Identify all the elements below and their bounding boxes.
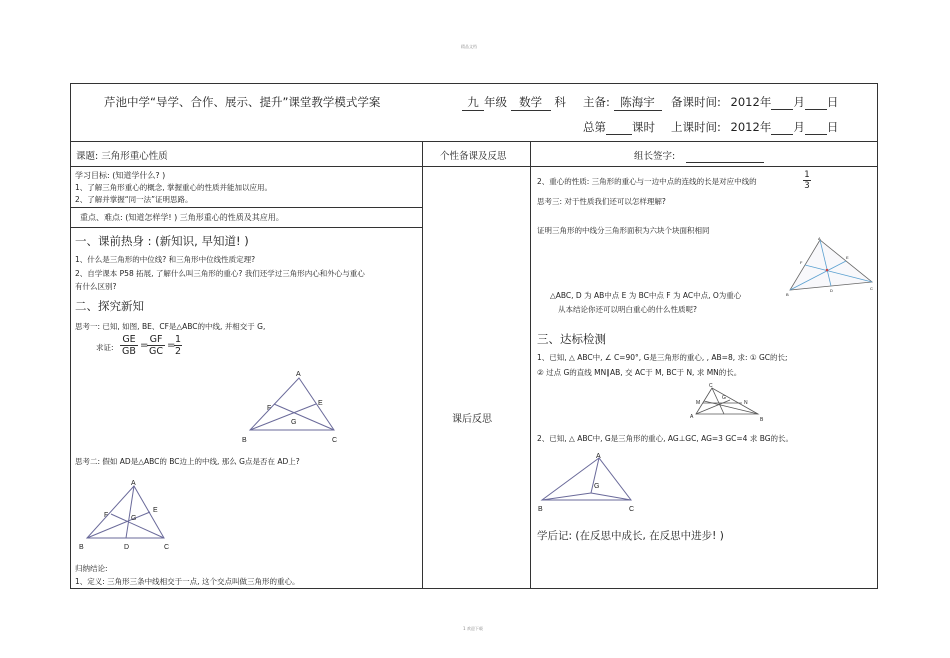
figure-three-medians	[74, 476, 184, 554]
prep-month-unit: 月	[793, 95, 805, 109]
label-g: G	[131, 515, 137, 522]
triangle-setup: △ABC, D 为 AB中点 E 为 BC中点 F 为 AC中点, O为重心	[550, 291, 742, 300]
personal-prep-heading: 个性备课及反思	[440, 151, 507, 162]
leader-sign-label: 组长签字:	[634, 151, 676, 162]
figure-right-triangle-mn	[686, 378, 776, 426]
subject-value: 数学	[511, 94, 551, 111]
label-b: B	[760, 417, 764, 423]
label-g: G	[594, 483, 600, 490]
centroid-property: 2、重心的性质: 三角形的重心与一边中点的连线的长是对应中线的	[537, 177, 757, 186]
goals-title: 学习目标: (知道学什么? )	[75, 171, 166, 180]
label-b: B	[79, 544, 84, 551]
exercise-2: 2、已知, △ ABC中, G是三角形的重心, AG⊥GC, AG=3 GC=4 求 BG的长。	[537, 434, 794, 443]
label-c: C	[629, 506, 635, 513]
conclusion-question: 从本结论你还可以明白重心的什么性质呢?	[558, 305, 697, 314]
fraction-numerator: GF	[149, 334, 163, 345]
label-a: A	[596, 453, 601, 460]
prep-time-label: 备课时间:	[671, 95, 721, 109]
proof-area-statement: 证明三角形的中线分三角形面积为六块个块面积相同	[537, 226, 710, 235]
label-b: B	[786, 292, 789, 297]
class-time	[671, 119, 838, 135]
total-label: 总第	[583, 120, 606, 134]
label-a: A	[296, 371, 301, 378]
fraction-denominator: GB	[120, 345, 138, 357]
fraction-denominator: 3	[804, 181, 810, 191]
exercise-1-line2: ② 过点 G的直线 MN∥AB, 交 AC于 M, BC于 N, 求 MN的长。	[537, 368, 742, 377]
prep-year-unit: 年	[759, 95, 772, 109]
figure-ag-perpendicular-gc	[536, 450, 640, 514]
lesson-topic: 课题: 三角形重心性质	[76, 151, 168, 162]
class-year-unit: 年	[759, 120, 772, 134]
figure-medians-be-cf	[236, 366, 346, 446]
label-c: C	[709, 383, 713, 389]
label-a: A	[818, 236, 821, 241]
label-f: F	[800, 260, 803, 265]
fraction-denominator: GC	[149, 346, 163, 357]
label-d: D	[830, 288, 833, 293]
label-f: F	[267, 405, 272, 412]
total-lessons	[583, 119, 655, 135]
preparer-label: 主备:	[583, 95, 610, 109]
label-c: C	[164, 544, 170, 551]
section-warmup-title: 一、课前热身 : (新知识, 早知道! )	[75, 234, 249, 248]
lesson-unit: 课时	[632, 120, 655, 134]
class-time-label: 上课时间:	[671, 120, 721, 134]
label-a: A	[690, 414, 694, 420]
figure-centroid-o	[786, 234, 876, 298]
grade-subject	[462, 94, 566, 111]
class-year: 2012	[730, 120, 760, 134]
prep-day-unit: 日	[826, 95, 839, 109]
fraction-numerator: 1	[804, 170, 810, 180]
fraction-denominator: 2	[174, 346, 182, 357]
label-f: F	[104, 512, 109, 519]
preparer	[583, 94, 662, 111]
grade-suffix: 年级	[484, 95, 507, 109]
label-d: D	[124, 544, 130, 551]
label-e: E	[153, 507, 158, 514]
prep-time	[671, 94, 838, 110]
goal-2: 2、了解并掌握“同一法”证明思路。	[75, 195, 193, 204]
fraction-one-third	[803, 170, 811, 191]
page-header-mark: 精品文档	[461, 44, 477, 49]
prep-year: 2012	[730, 95, 760, 109]
goal-1: 1、了解三角形重心的概念, 掌握重心的性质并能加以应用。	[75, 183, 273, 192]
section-test-title: 三、达标检测	[537, 332, 606, 346]
label-g: G	[291, 419, 297, 426]
subject-suffix: 科	[554, 95, 566, 109]
preparer-name: 陈海宇	[614, 94, 662, 111]
prove-label: 求证:	[96, 343, 114, 352]
key-points-label: 重点、难点: (知道怎样学! )	[80, 213, 178, 222]
think-two: 思考二: 假如 AD是△ABC的 BC边上的中线, 那么 G点是否在 AD上?	[75, 457, 300, 466]
warmup-q1: 1、什么是三角形的中位线? 和三角形中位线性质定理?	[75, 255, 256, 264]
label-g: G	[722, 395, 726, 401]
label-e: E	[846, 255, 849, 260]
label-m: M	[696, 400, 701, 406]
warmup-q2-line1: 2、自学课本 P58 拓展, 了解什么叫三角形的重心? 我们还学过三角形内心和外心与重心	[75, 269, 365, 278]
label-a: A	[131, 480, 136, 487]
label-b: B	[242, 437, 247, 444]
fraction-numerator: 1	[174, 334, 182, 345]
think-one: 思考一: 已知, 如图, BE、CF是△ABC的中线, 并相交于 G,	[75, 322, 266, 331]
leader-sign	[634, 148, 764, 163]
after-study-notes: 学后记: (在反思中成长, 在反思中进步! )	[537, 530, 724, 542]
warmup-q2-line2: 有什么区别?	[75, 282, 117, 291]
after-class-reflection: 课后反思	[452, 414, 492, 425]
label-n: N	[744, 400, 748, 406]
class-month-unit: 月	[793, 120, 805, 134]
fraction-numerator: GE	[122, 334, 136, 345]
class-day-unit: 日	[826, 120, 839, 134]
page-footer-mark: 1 欢迎下载	[463, 626, 483, 631]
label-c: C	[332, 437, 338, 444]
think-three: 思考三: 对于性质我们还可以怎样理解?	[537, 197, 666, 206]
section-explore-title: 二、探究新知	[75, 299, 144, 313]
conclusion-title: 归纳结论:	[75, 564, 108, 573]
fraction-gf-gc	[147, 334, 165, 357]
label-b: B	[538, 506, 543, 513]
label-e: E	[318, 400, 323, 407]
fraction-ge-gb	[120, 334, 138, 357]
key-points	[80, 212, 284, 223]
fraction-one-half	[174, 334, 182, 357]
label-c: C	[870, 286, 873, 291]
exercise-1-line1: 1、已知, △ ABC中, ∠ C=90°, G是三角形的重心, , AB=8, 求: ① GC的长;	[537, 353, 788, 362]
school-title: 芹池中学“导学、合作、展示、提升”课堂教学模式学案	[104, 95, 381, 109]
key-points-text: 三角形重心的性质及其应用。	[179, 213, 284, 222]
grade-value: 九	[462, 94, 484, 111]
definition-1: 1、定义: 三角形三条中线相交于一点, 这个交点叫做三角形的重心。	[75, 577, 300, 586]
